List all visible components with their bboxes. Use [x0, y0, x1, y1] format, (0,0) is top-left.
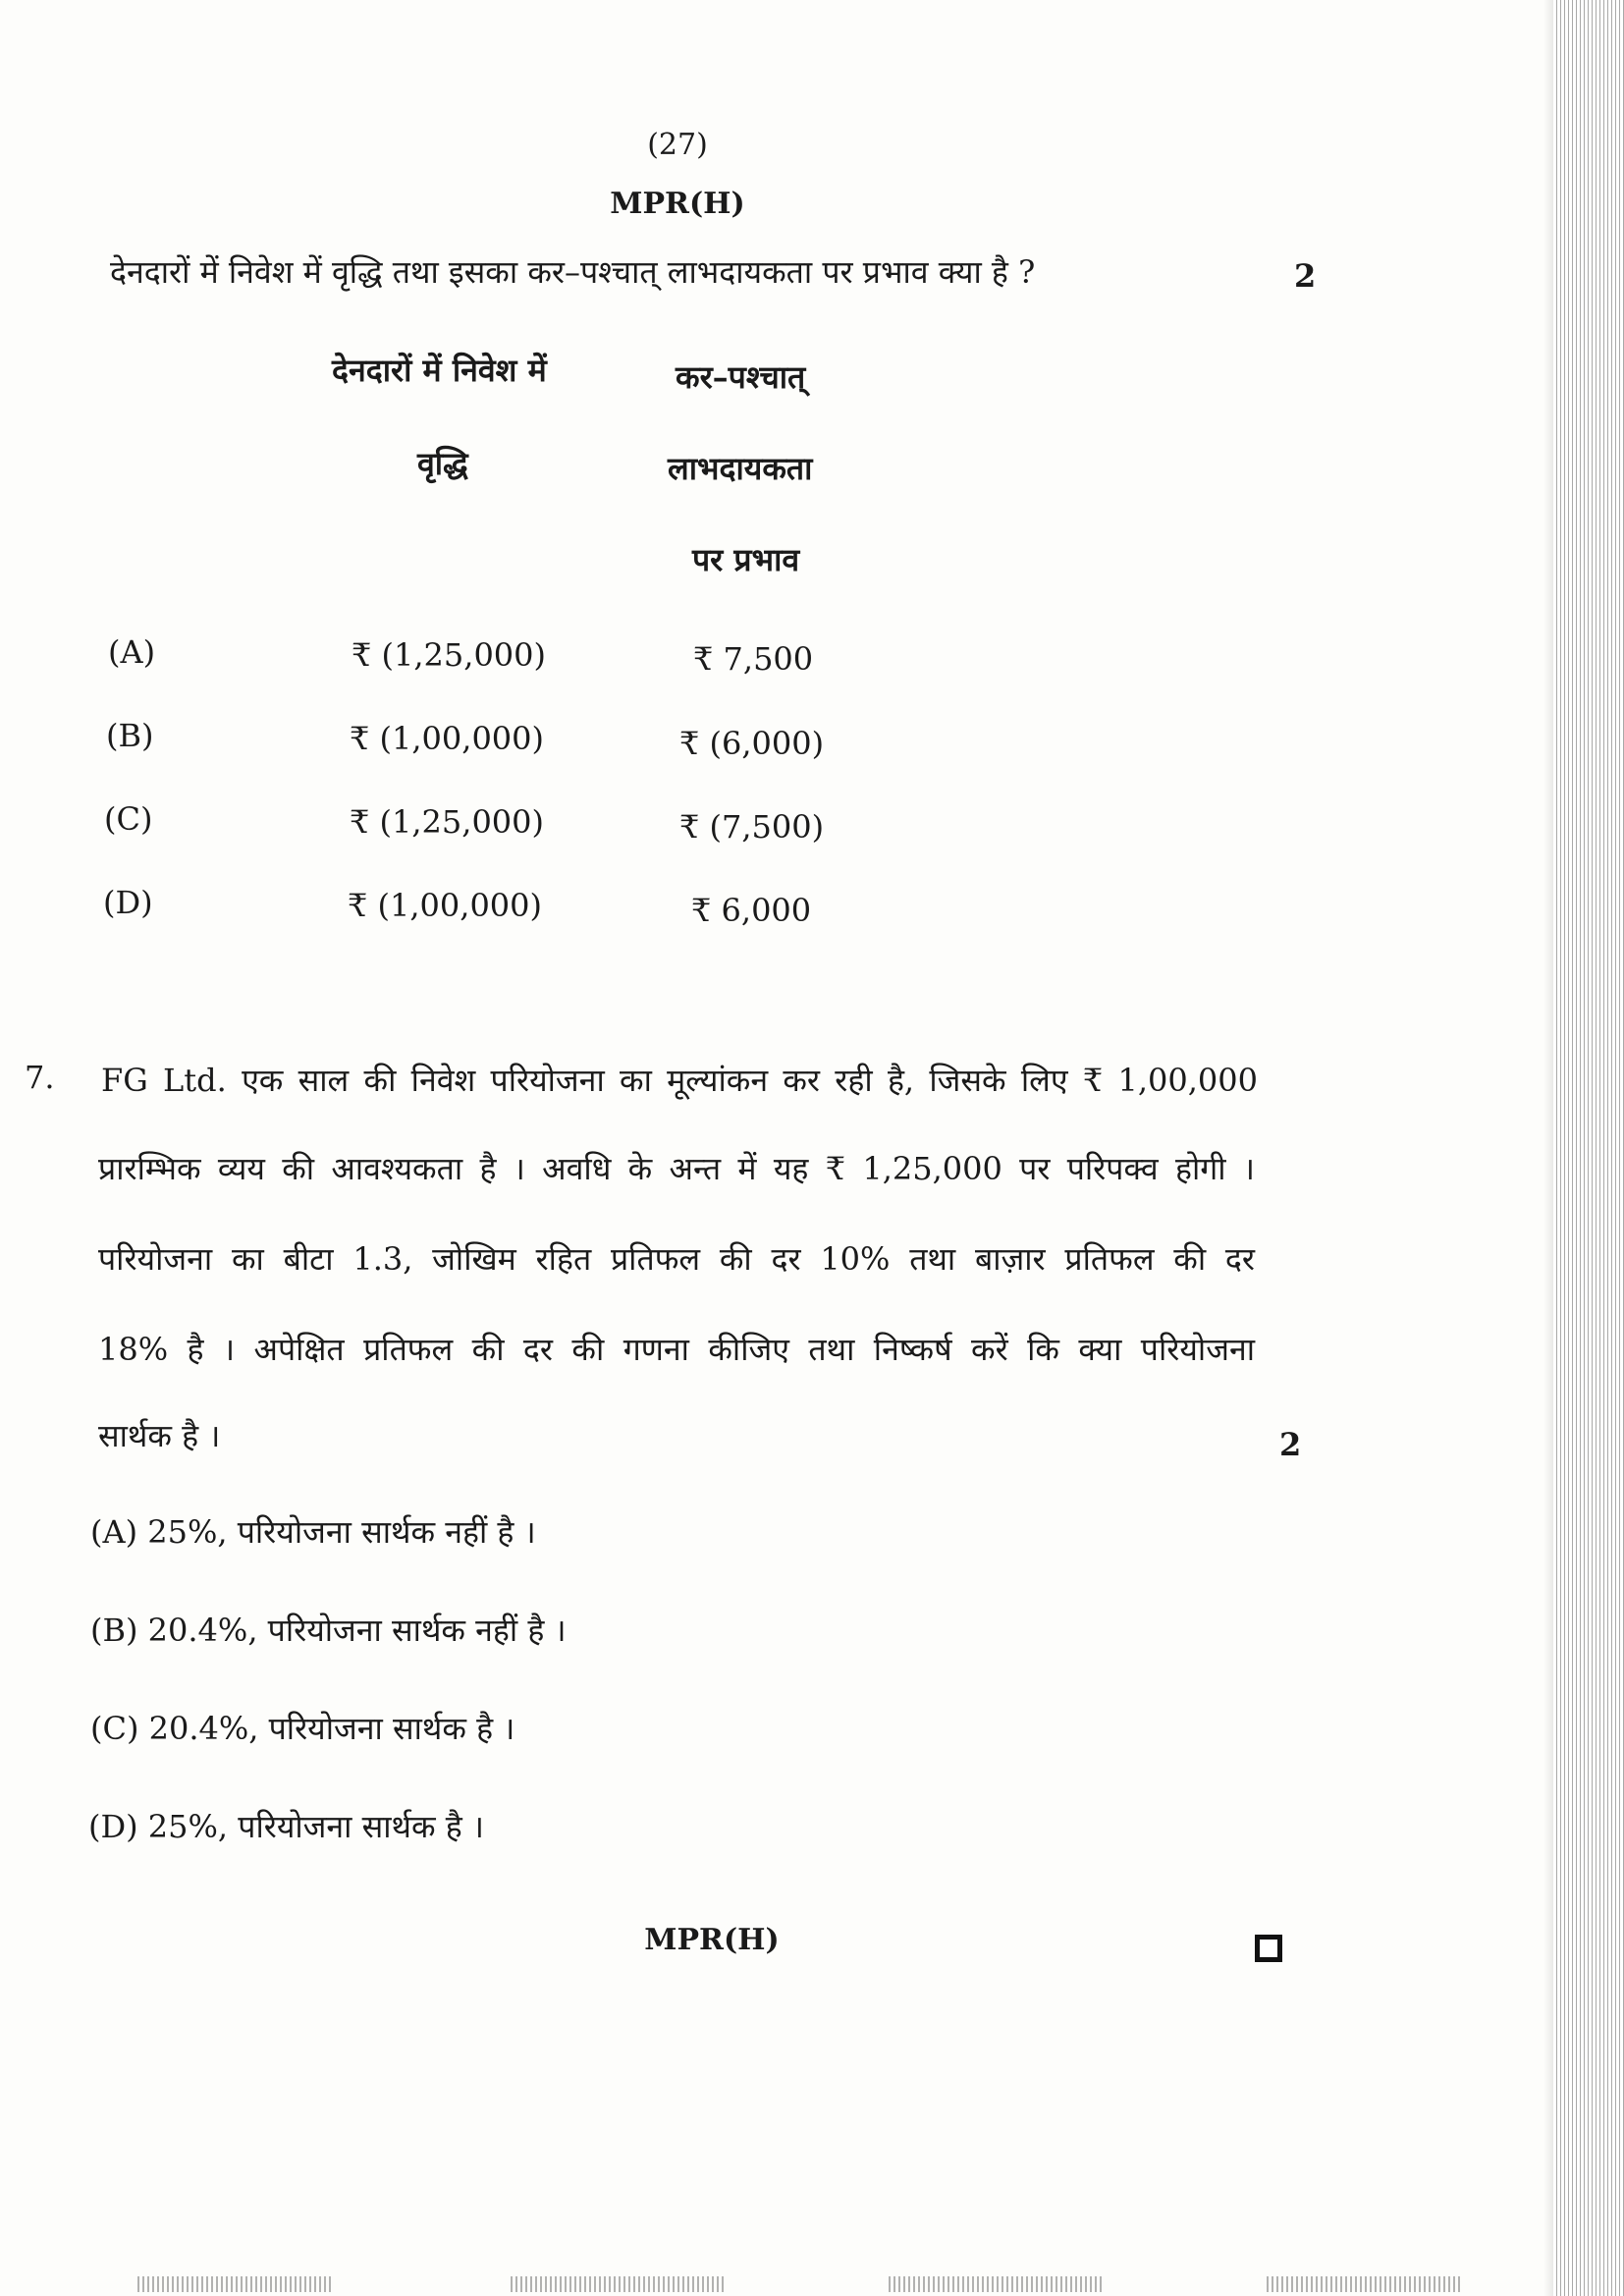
option-increase-value: ₹ (1,00,000) — [348, 887, 542, 924]
column-header-effect-line3: पर प्रभाव — [692, 541, 800, 578]
column-header-increase-line1: देनदारों में निवेश में — [332, 352, 547, 389]
option-effect-value: ₹ 7,500 — [693, 640, 814, 678]
option-a: (A) 25%, परियोजना सार्थक नहीं है । — [90, 1513, 536, 1551]
option-increase-value: ₹ (1,00,000) — [350, 720, 544, 757]
option-b: (B) 20.4%, परियोजना सार्थक नहीं है । — [90, 1612, 567, 1649]
binding-edge — [1553, 0, 1624, 2296]
question-7-line: प्रारम्भिक व्यय की आवश्यकता है । अवधि के अन्त में यह ₹ 1,25,000 पर परिपक्व होगी । — [98, 1150, 1255, 1187]
option-label: (C) — [104, 800, 153, 838]
column-header-increase-line2: वृद्धि — [417, 445, 468, 482]
question-7-line: परियोजना का बीटा 1.3, जोखिम रहित प्रतिफल की दर 10% तथा बाज़ार प्रतिफल की दर — [98, 1240, 1255, 1278]
paper-code-header: MPR(H) — [610, 187, 745, 221]
option-label: (D) — [103, 884, 153, 921]
option-effect-value: ₹ (7,500) — [679, 808, 825, 846]
page-number: (27) — [647, 128, 708, 162]
scan-artifact — [137, 2276, 334, 2292]
option-increase-value: ₹ (1,25,000) — [350, 803, 544, 841]
option-effect-value: ₹ 6,000 — [691, 892, 812, 929]
option-effect-value: ₹ (6,000) — [679, 725, 825, 762]
question-6-marks: 2 — [1294, 257, 1317, 295]
column-header-effect-line1: कर–पश्चात् — [676, 358, 806, 396]
scan-artifact — [511, 2276, 727, 2292]
option-label: (B) — [106, 717, 154, 754]
option-label: (A) — [108, 633, 156, 671]
option-increase-value: ₹ (1,25,000) — [352, 636, 546, 674]
scan-artifact — [1267, 2276, 1463, 2292]
question-7-marks: 2 — [1279, 1426, 1302, 1463]
end-square-icon — [1255, 1935, 1282, 1962]
question-7-number: 7. — [25, 1059, 55, 1096]
scan-artifact — [889, 2276, 1105, 2292]
question-7-line: FG Ltd. एक साल की निवेश परियोजना का मूल्यांकन कर रही है, जिसके लिए ₹ 1,00,000 — [101, 1062, 1258, 1099]
question-7-line: सार्थक है । — [98, 1417, 221, 1454]
binding-shadow — [1543, 0, 1553, 2296]
question-7-line: 18% है । अपेक्षित प्रतिफल की दर की गणना कीजिए तथा निष्कर्ष करें कि क्या परियोजना — [98, 1331, 1255, 1368]
question-6-text: देनदारों में निवेश में वृद्धि तथा इसका कर–पश्चात् लाभदायकता पर प्रभाव क्या है ? — [110, 253, 1036, 291]
paper-code-footer: MPR(H) — [644, 1923, 780, 1957]
option-d: (D) 25%, परियोजना सार्थक है । — [88, 1808, 485, 1845]
option-c: (C) 20.4%, परियोजना सार्थक है । — [90, 1710, 515, 1747]
column-header-effect-line2: लाभदायकता — [668, 450, 813, 487]
